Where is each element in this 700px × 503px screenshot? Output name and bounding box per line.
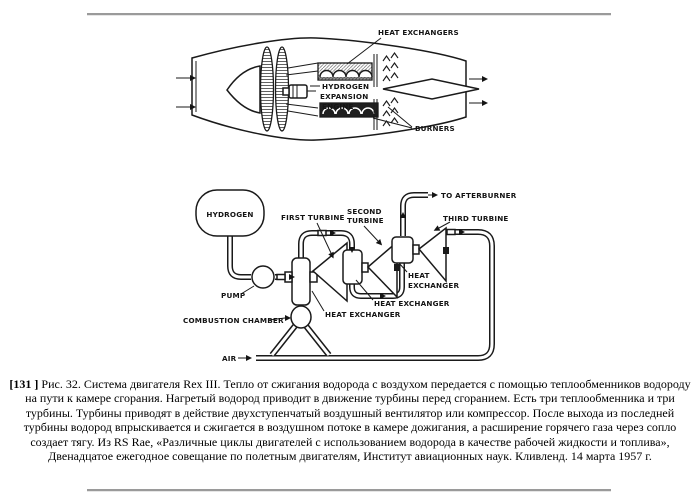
burners-label: BURNERS: [415, 124, 455, 133]
heat-exchanger-label-left: HEAT EXCHANGER: [325, 310, 401, 319]
flow-schematic-diagram: [178, 183, 515, 375]
to-afterburner-label: TO AFTERBURNER: [441, 191, 517, 200]
first-turbine-leader: [317, 223, 336, 260]
second-turbine-leader: [364, 226, 384, 247]
third-turbine-label: THIRD TURBINE: [443, 214, 509, 223]
inlet-flow-arrow-icon: [176, 75, 196, 81]
hx2-outlet-port: [362, 263, 368, 272]
exhaust-flow-arrow-icon: [469, 100, 488, 106]
second-turbine-label-line1: SECOND: [347, 207, 382, 216]
combustion-chamber-label: COMBUSTION CHAMBER: [183, 316, 284, 325]
second-turbine-shaft-block: [394, 264, 400, 271]
heat-exchanger-label-right-line1: HEAT: [408, 271, 430, 280]
combustion-chamber: [291, 306, 311, 328]
pump-label: PUMP: [221, 291, 246, 300]
air-flow-arrow-icon: [238, 355, 252, 361]
heat-exchanger-label-right-line2: EXCHANGER: [408, 281, 460, 290]
fan-disc: [261, 47, 274, 131]
first-turbine-label: FIRST TURBINE: [281, 213, 345, 222]
engine-shaft-hub: [283, 88, 289, 95]
first-heat-exchanger: [292, 258, 310, 305]
hydrogen-expansion-engine-label-line1: HYDROGEN: [322, 82, 370, 91]
expansion-engine-body: [289, 85, 307, 98]
spinner-cone: [227, 66, 260, 113]
hydrogen-tank-label: HYDROGEN: [206, 210, 254, 219]
caption-text: Рис. 32. Система двигателя Rex III. Тепло от сжигания водорода с воздухом передается с помощью теплообменников водороду на пути к камере сгорания. Нагретый водород приводит в движение турбины перед сгоранием. Есть три теплообменника и три турбины. Турбины приводят в действие двухступенчатый воздушный вентилятор или компрессор. После выхода из последней турбины водород впрыскивается и сжигается в воздушном потоке в камере дожигания, а расширение горячего газа через сопло создает тягу. Из RS Rae, «Различные циклы двигателей с использованием водорода в качестве рабочей жидкости и топлива», Двенадцатое ежегодное совещание по полетным двигателям, Институт авиационных наук. Кливленд. 14 марта 1957 г.: [23, 377, 691, 464]
caption-reference-number: [131 ]: [9, 377, 39, 391]
hydrogen-expansion-engine-label-line3: ENGINE: [322, 102, 354, 111]
hx3-outlet-port: [413, 245, 419, 254]
inlet-flow-arrow-icon: [176, 104, 196, 110]
third-turbine-shaft-block: [443, 247, 449, 254]
heat-exchangers-label: HEAT EXCHANGERS: [378, 28, 459, 37]
pump: [252, 266, 274, 288]
tail-centerbody: [383, 79, 479, 99]
air-label: AIR: [222, 354, 237, 363]
top-divider-rule: [87, 13, 611, 16]
third-heat-exchanger: [392, 237, 413, 263]
figure-caption: [4, 377, 696, 463]
burners-leader-lines: [373, 107, 412, 128]
bottom-divider-rule: [87, 489, 611, 492]
second-heat-exchanger: [343, 250, 362, 284]
second-turbine-label-line2: TURBINE: [347, 216, 384, 225]
hydrogen-expansion-engine-label-line2: EXPANSION: [320, 92, 369, 101]
to-afterburner-arrow-icon: [428, 192, 438, 198]
hx1-label-leader: [312, 291, 324, 311]
engine-cross-section-diagram: [170, 18, 500, 166]
exhaust-flow-arrow-icon: [469, 76, 488, 82]
heat-exchanger-label-mid: HEAT EXCHANGER: [374, 299, 450, 308]
